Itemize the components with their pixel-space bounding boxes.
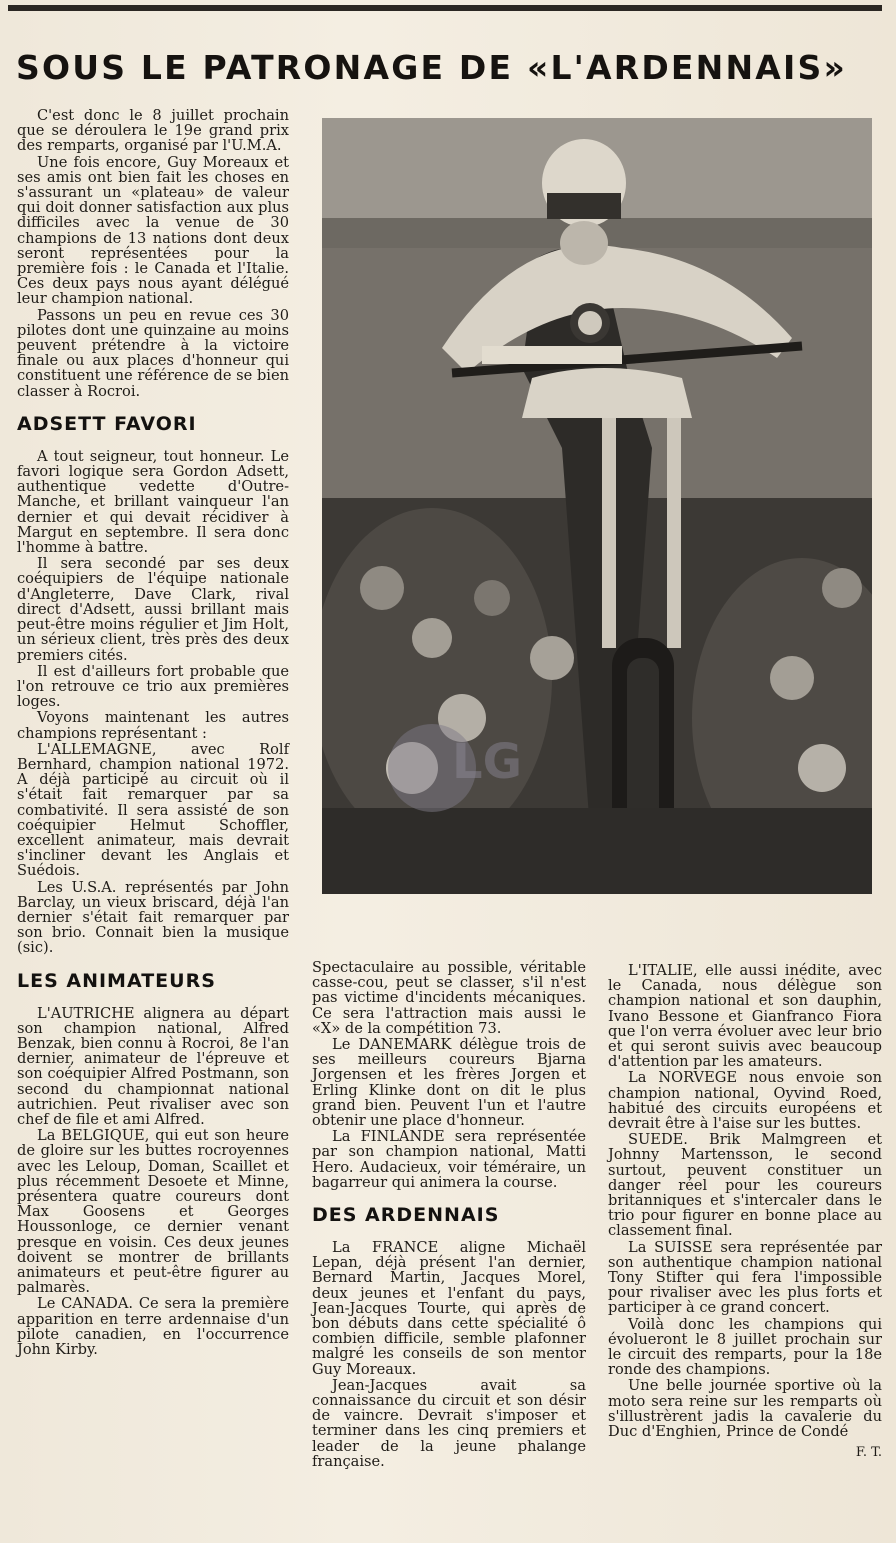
subheading-des-ardennais: DES ARDENNAIS [312,1204,500,1227]
subheading-les-animateurs: LES ANIMATEURS [17,969,216,992]
paragraph: La FINLANDE sera représentée par son champion national, Matti Hero. Audacieux, voir téméraire, un bagarreur qui animera la course. [312,1128,586,1191]
top-rule [8,5,882,11]
paragraph: Spectaculaire au possible, véritable casse-cou, peut se classer, s'il n'est pas victime d'incidents mécaniques. Ce sera l'attraction mais aussi le «X» de la compétition 73. [312,959,586,1037]
photo-illustration [322,118,872,894]
svg-text:LG: LG [452,734,522,790]
author-signature: F. T. [855,1445,882,1461]
column-3 [608,963,882,1462]
paragraph: La FRANCE aligne Michaël Lepan, déjà présent l'an dernier, Bernard Martin, Jacques Morel, deux jeunes et l'enfant du pays, Jean-Jacques Tourte, qui après de bon débuts dans cette spécialité ô combien difficile, semble plafonner malgré les conseils de son mentor Guy Moreaux. [312,1239,586,1378]
motocross-rider-photo [322,118,872,894]
paragraph: Le DANEMARK délègue trois de ses meilleurs coureurs Bjarna Jorgensen et les frères Jorgen et Erling Klinke dont on dit le plus grand bien. Peuvent l'un et l'autre obtenir une place d'honneur. [312,1036,586,1130]
paragraph: Voyons maintenant les autres champions représentant : [17,709,289,742]
subheading-adsett-favori: ADSETT FAVORI [17,412,197,435]
paragraph: La BELGIQUE, qui eut son heure de gloire sur les buttes rocroyennes avec les Leloup, Doman, Scaillet et plus récemment Desoete et Minne, présentera quatre coureurs dont Max Goosens et Georges Houssonloge, ce dernier venant presque en voisin. Ces deux jeunes doivent se montrer de brillants animateurs et peut-être figurer au palmarès. [17,1127,289,1297]
paragraph: Une belle journée sportive où la moto sera reine sur les remparts où s'illustrèrent jadis la cavalerie du Duc d'Enghien, Prince de Condé [608,1377,882,1441]
paragraph: L'ALLEMAGNE, avec Rolf Bernhard, champion national 1972. A déjà participé au circuit où il s'était fait remarquer par sa combativité. Il sera assisté de son coéquipier Helmut Schoffler, excellent animateur, mais devrait s'incliner devant les Anglais et Suédois. [17,740,289,880]
paragraph: Il est d'ailleurs fort probable que l'on retrouve ce trio aux premières loges. [17,662,289,711]
paragraph: A tout seigneur, tout honneur. Le favori logique sera Gordon Adsett, authentique vedette d'Outre-Manche, et brillant vainqueur l'an dernier et qui devait récidiver à Margut en septembre. Il sera donc l'homme à battre. [17,447,289,557]
paragraph: Jean-Jacques avait sa connaissance du circuit et son désir de vaincre. Devrait s'imposer et terminer dans les cinq premiers et leader de la jeune phalange française. [312,1376,586,1470]
paragraph: L'AUTRICHE alignera au départ son champion national, Alfred Benzak, bien connu à Rocroi, 8e l'an dernier, animateur de l'épreuve et son coéquipier Alfred Postmann, son second du championnat national autrichien. Peut rivaliser avec son chef de file et ami Alfred. [17,1004,289,1128]
column-2 [312,960,586,1470]
paragraph: L'ITALIE, elle aussi inédite, avec le Canada, nous délègue son champion national et son dauphin, Ivano Bessone et Gianfranco Fiora que l'on verra évoluer avec leur brio et qui seront suivis avec beaucoup d'attention par les amateurs. [608,962,882,1071]
paragraph: Passons un peu en revue ces 30 pilotes dont une quinzaine au moins peuvent prétendre à la victoire finale ou aux places d'honneur qui constituent une référence de se bien classer à Rocroi. [17,306,289,400]
paragraph: Une fois encore, Guy Moreaux et ses amis ont bien fait les choses en s'assurant un «plateau» de valeur qui doit donner satisfaction aux plus difficiles avec la venue de 30 champions de 13 nations dont deux seront représentées pour la première fois : le Canada et l'Italie. Ces deux pays nous ayant délégué leur champion national. [17,153,289,308]
paragraph: Il sera secondé par ses deux coéquipiers de l'équipe nationale d'Angleterre, Dave Clark, rival direct d'Adsett, aussi brillant mais peut-être moins régulier et Jim Holt, un sérieux client, très près des deux premiers cités. [17,555,289,664]
paragraph: Voilà donc les champions qui évolueront le 8 juillet prochain sur le circuit des remparts, pour la 18e ronde des champions. [608,1315,882,1379]
paragraph: SUEDE. Brik Malmgreen et Johnny Martensson, le second surtout, peuvent constituer un danger réel pour les coureurs britanniques et s'intercaler dans le trio pour figurer en bonne place au classement final. [608,1131,882,1240]
paragraph: La SUISSE sera représentée par son authentique champion national Tony Stifter qui fera l'impossible pour rivaliser avec les plus forts et participer à ce grand concert. [608,1238,882,1317]
article-title: SOUS LE PATRONAGE DE «L'ARDENNAIS» [16,48,848,87]
paragraph: La NORVEGE nous envoie son champion national, Oyvind Roed, habitué des circuits européens et devrait être à l'aise sur les buttes. [608,1069,882,1133]
column-1 [17,108,289,1358]
paragraph: C'est donc le 8 juillet prochain que se déroulera le 19e grand prix des remparts, organisé par l'U.M.A. [17,107,289,155]
paragraph: Les U.S.A. représentés par John Barclay, un vieux briscard, déjà l'an dernier s'était fait remarquer par son brio. Connait bien la musique (sic). [17,878,289,957]
paragraph: Le CANADA. Ce sera la première apparition en terre ardennaise d'un pilote canadien, en l'occurrence John Kirby. [17,1295,289,1359]
